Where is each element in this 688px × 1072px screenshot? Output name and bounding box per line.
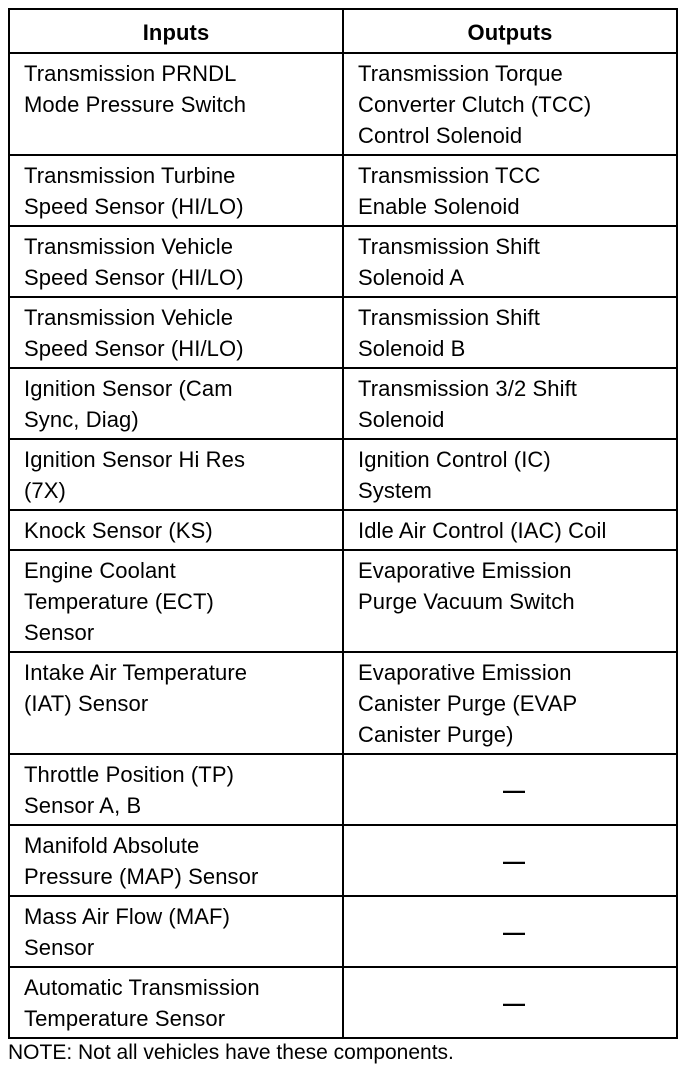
table-row xyxy=(9,754,677,825)
inputs-header: Inputs xyxy=(9,9,343,53)
table-row xyxy=(9,896,677,967)
output-cell: Transmission Shift Solenoid B xyxy=(343,297,677,368)
output-cell: Transmission Shift Solenoid A xyxy=(343,226,677,297)
output-cell-empty: — xyxy=(343,754,677,825)
input-cell: Transmission Turbine Speed Sensor (HI/LO) xyxy=(9,155,343,226)
output-cell: Idle Air Control (IAC) Coil xyxy=(343,510,677,550)
input-cell: Ignition Sensor Hi Res (7X) xyxy=(9,439,343,510)
output-cell: Transmission Torque Converter Clutch (TCC) Control Solenoid xyxy=(343,53,677,155)
input-cell: Manifold Absolute Pressure (MAP) Sensor xyxy=(9,825,343,896)
table-row xyxy=(9,53,677,155)
table-row xyxy=(9,155,677,226)
input-cell: Mass Air Flow (MAF) Sensor xyxy=(9,896,343,967)
output-cell: Evaporative Emission Canister Purge (EVAP Canister Purge) xyxy=(343,652,677,754)
output-cell-empty: — xyxy=(343,896,677,967)
table-row xyxy=(9,967,677,1038)
output-cell: Transmission 3/2 Shift Solenoid xyxy=(343,368,677,439)
output-cell-empty: — xyxy=(343,825,677,896)
input-cell: Ignition Sensor (Cam Sync, Diag) xyxy=(9,368,343,439)
input-cell: Engine Coolant Temperature (ECT) Sensor xyxy=(9,550,343,652)
input-cell: Automatic Transmission Temperature Sensor xyxy=(9,967,343,1038)
table-row xyxy=(9,825,677,896)
table-row xyxy=(9,439,677,510)
input-cell: Transmission PRNDL Mode Pressure Switch xyxy=(9,53,343,155)
output-cell: Transmission TCC Enable Solenoid xyxy=(343,155,677,226)
table-row xyxy=(9,550,677,652)
input-cell: Throttle Position (TP) Sensor A, B xyxy=(9,754,343,825)
input-cell: Transmission Vehicle Speed Sensor (HI/LO) xyxy=(9,226,343,297)
table-row xyxy=(9,297,677,368)
outputs-header: Outputs xyxy=(343,9,677,53)
input-cell: Transmission Vehicle Speed Sensor (HI/LO) xyxy=(9,297,343,368)
table-row xyxy=(9,226,677,297)
footnote: NOTE: Not all vehicles have these components. xyxy=(8,1041,454,1064)
output-cell: Ignition Control (IC) System xyxy=(343,439,677,510)
input-cell: Knock Sensor (KS) xyxy=(9,510,343,550)
table-row xyxy=(9,510,677,550)
table-row xyxy=(9,652,677,754)
table-row xyxy=(9,368,677,439)
output-cell-empty: — xyxy=(343,967,677,1038)
input-cell: Intake Air Temperature (IAT) Sensor xyxy=(9,652,343,754)
inputs-outputs-table xyxy=(8,8,678,1039)
output-cell: Evaporative Emission Purge Vacuum Switch xyxy=(343,550,677,652)
table-header-row xyxy=(9,9,677,53)
